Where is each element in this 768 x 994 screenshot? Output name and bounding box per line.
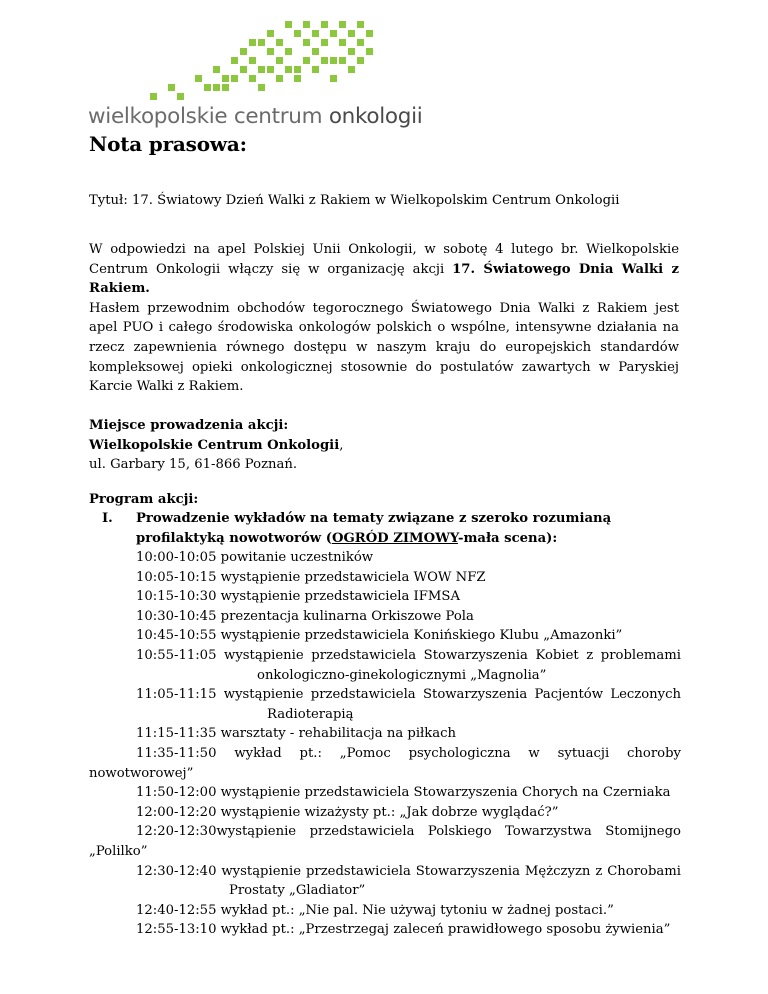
- logo-square: [276, 75, 283, 82]
- schedule-item: 11:50-12:00 wystąpienie przedstawiciela Stowarzyszenia Chorych na Czerniaka: [136, 785, 671, 801]
- logo-square: [249, 39, 256, 46]
- logo-square: [321, 57, 328, 64]
- schedule-item: 12:30-12:40 wystąpienie przedstawiciela Stowarzyszenia Mężczyzn z Chorobami: [136, 863, 681, 879]
- logo-square: [321, 39, 328, 46]
- schedule-item: 10:55-11:05 wystąpienie przedstawiciela Stowarzyszenia Kobiet z problemami: [136, 647, 681, 663]
- location-block: [89, 416, 679, 475]
- logo-squares-graphic: [88, 20, 388, 104]
- logo-square: [222, 75, 229, 82]
- logo-square: [357, 39, 364, 46]
- logo-square: [258, 39, 265, 46]
- logo-wordmark: [88, 104, 422, 129]
- logo-square: [366, 30, 373, 37]
- schedule-item-continuation: „Polilko”: [89, 843, 148, 859]
- logo-square: [330, 57, 337, 64]
- page-heading: Nota prasowa:: [89, 132, 247, 156]
- logo-square: [312, 66, 319, 73]
- schedule-item-continuation: onkologiczno-ginekologicznymi „Magnolia”: [257, 667, 547, 683]
- program-schedule: [89, 548, 681, 940]
- intro-text-1: W odpowiedzi na apel Polskiej Unii Onkologii, w sobotę 4 lutego br. Wielkopolskie Centrum Onkologii włączy się w organizację akcji: [89, 242, 679, 277]
- logo-square: [213, 66, 220, 73]
- logo-square: [312, 30, 319, 37]
- logo-square: [231, 75, 238, 82]
- intro-bold: 17. Światowego Dnia Walki z Rakiem.: [89, 261, 679, 297]
- schedule-item: 10:15-10:30 wystąpienie przedstawiciela IFMSA: [136, 589, 460, 605]
- logo-square: [303, 39, 310, 46]
- logo-square: [258, 84, 265, 91]
- logo-square: [204, 84, 211, 91]
- schedule-item: 12:40-12:55 wykład pt.: „Nie pal. Nie używaj tytoniu w żadnej postaci.”: [136, 902, 614, 918]
- logo-square: [150, 93, 157, 100]
- schedule-item: 12:20-12:30wystąpienie przedstawiciela Polskiego Towarzystwa Stomijnego: [136, 824, 681, 840]
- logo-square: [267, 48, 274, 55]
- logo-square: [249, 75, 256, 82]
- logo-square: [348, 66, 355, 73]
- logo-square: [303, 57, 310, 64]
- logo-square: [213, 84, 220, 91]
- logo-square: [267, 30, 274, 37]
- schedule-item: 10:05-10:15 wystąpienie przedstawiciela WOW NFZ: [136, 569, 486, 585]
- logo-square: [330, 75, 337, 82]
- schedule-item: 11:35-11:50 wykład pt.: „Pomoc psychologiczna w sytuacji choroby: [136, 745, 681, 761]
- schedule-item: 11:15-11:35 warsztaty - rehabilitacja na piłkach: [136, 726, 457, 742]
- location-label: Miejsce prowadzenia akcji:: [89, 418, 289, 433]
- program-section-title: Prowadzenie wykładów na tematy związane z szeroko rozumianą profilaktyką nowotworów (OGRÓD ZIMOWY-mała scena):: [136, 511, 612, 546]
- intro-paragraph: [89, 240, 679, 397]
- schedule-item: 10:00-10:05 powitanie uczestników: [136, 550, 374, 565]
- logo-square: [177, 93, 184, 100]
- schedule-item: 12:00-12:20 wystąpienie wizażysty pt.: „Jak dobrze wyglądać?”: [136, 804, 559, 820]
- logo-square: [339, 21, 346, 28]
- location-address: ul. Garbary 15, 61-866 Poznań.: [89, 457, 298, 473]
- logo-square: [276, 57, 283, 64]
- logo-text-bold: onkologii: [328, 104, 423, 129]
- logo-square: [366, 48, 373, 55]
- logo-square: [312, 48, 319, 55]
- logo-square: [285, 21, 292, 28]
- schedule-item: 10:30-10:45 prezentacja kulinarna Orkiszowe Pola: [136, 608, 474, 624]
- logo-square: [294, 30, 301, 37]
- logo-square: [249, 57, 256, 64]
- schedule-item-continuation: Radioterapią: [267, 706, 354, 722]
- logo-square: [348, 48, 355, 55]
- logo-square: [267, 66, 274, 73]
- logo-square: [276, 39, 283, 46]
- intro-text-2: Hasłem przewodnim obchodów tegorocznego Światowego Dnia Walki z Rakiem jest apel PUO i całego środowiska onkologów polskich o wspólne, intensywne działania na rzecz zapewnienia równego dostępu w naszym kraju do europejskich standardów kompleksowej opieki onkologicznej stosownie do postulatów zawartych w Paryskiej Karcie Walki z Rakiem.: [89, 300, 679, 395]
- logo-square: [168, 84, 175, 91]
- location-name: Wielkopolskie Centrum Onkologii,: [89, 437, 344, 453]
- logo-square: [240, 66, 247, 73]
- logo-square: [195, 75, 202, 82]
- schedule-item: 12:55-13:10 wykład pt.: „Przestrzegaj zaleceń prawidłowego sposobu żywienia”: [136, 922, 671, 938]
- logo-square: [303, 21, 310, 28]
- logo-square: [339, 57, 346, 64]
- logo-text-light: wielkopolskie centrum: [88, 104, 329, 129]
- logo-square: [339, 39, 346, 46]
- logo-square: [357, 57, 364, 64]
- logo-square: [294, 66, 301, 73]
- logo-square: [240, 48, 247, 55]
- logo-square: [321, 21, 328, 28]
- program-label: Program akcji:: [89, 492, 199, 507]
- logo-square: [285, 48, 292, 55]
- schedule-item-continuation: nowotworowej”: [89, 765, 194, 781]
- logo-square: [330, 30, 337, 37]
- schedule-item: 10:45-10:55 wystąpienie przedstawiciela Konińskiego Klubu „Amazonki”: [136, 628, 623, 644]
- logo-square: [222, 84, 229, 91]
- logo-square: [231, 57, 238, 64]
- schedule-item: 11:05-11:15 wystąpienie przedstawiciela Stowarzyszenia Pacjentów Leczonych: [136, 687, 681, 703]
- title-line: Tytuł: 17. Światowy Dzień Walki z Rakiem w Wielkopolskim Centrum Onkologii: [89, 193, 620, 208]
- wco-logo: [88, 20, 423, 130]
- logo-square: [258, 66, 265, 73]
- logo-square: [285, 66, 292, 73]
- logo-square: [357, 21, 364, 28]
- program-section-number: I.: [102, 511, 113, 526]
- logo-square: [294, 75, 301, 82]
- logo-square: [348, 30, 355, 37]
- schedule-item-continuation: Prostaty „Gladiator”: [229, 883, 366, 899]
